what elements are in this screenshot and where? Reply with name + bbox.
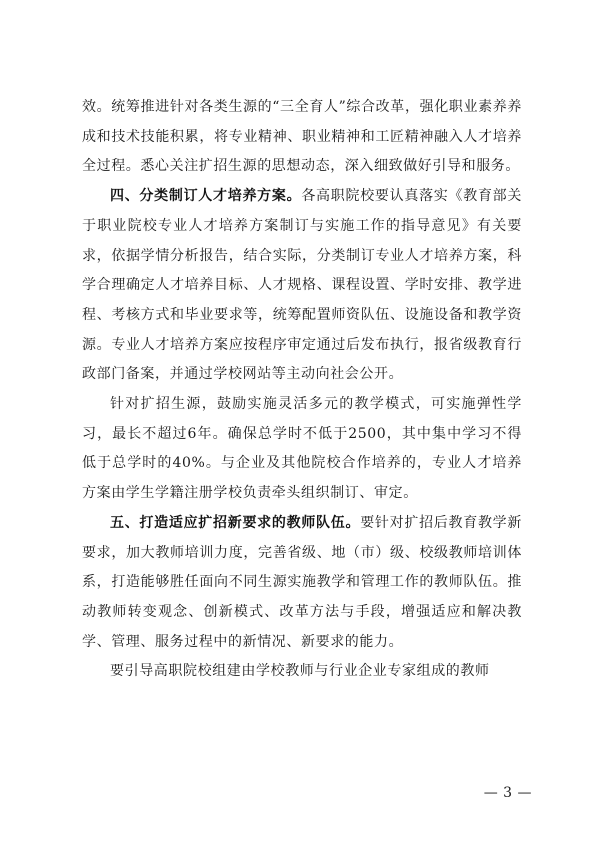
paragraph-section-five bbox=[82, 509, 522, 658]
paragraph-expanded-enrollment bbox=[82, 390, 522, 509]
paragraph-text: 要针对扩招后教育教学新要求，加大教师培训力度，完善省级、地（市）级、校级教师培训体系，打造能够胜任面向不同生源实施教学和管理工作的教师队伍。推动教师转变观念、创新模式、改革方法与手段，增强适应和解决教学、管理、服务过程中的新情况、新要求的能力。 bbox=[82, 514, 522, 650]
paragraph-text: 要引导高职院校组建由学校教师与行业企业专家组成的教师 bbox=[110, 663, 490, 680]
section-heading: 四、分类制订人才培养方案。 bbox=[110, 188, 302, 205]
paragraph-continuation bbox=[82, 93, 522, 182]
section-heading: 五、打造适应扩招新要求的教师队伍。 bbox=[110, 514, 361, 531]
paragraph-text: 针对扩招生源，鼓励实施灵活多元的教学模式，可实施弹性学习，最长不超过6年。确保总学时不低于2500，其中集中学习不得低于总学时的40%。与企业及其他院校合作培养的，专业人才培养方案由学生学籍注册学校负责牵头组织制订、审定。 bbox=[82, 396, 522, 502]
paragraph-text: 效。统筹推进针对各类生源的“三全育人”综合改革，强化职业素养养成和技术技能积累，将专业精神、职业精神和工匠精神融入人才培养全过程。悉心关注扩招生源的思想动态，深入细致做好引导和服务。 bbox=[82, 99, 522, 175]
paragraph-section-four bbox=[82, 182, 522, 390]
body-text bbox=[82, 93, 522, 687]
paragraph-teacher-team bbox=[82, 657, 522, 687]
page-number: — 3 — bbox=[483, 785, 532, 801]
paragraph-text: 各高职院校要认真落实《教育部关于职业院校专业人才培养方案制订与实施工作的指导意见》有关要求，依据学情分析报告，结合实际，分类制订专业人才培养方案，科学合理确定人才培养目标、人才规格、课程设置、学时安排、教学进程、考核方式和毕业要求等，统筹配置师资队伍、设施设备和教学资源。专业人才培养方案应按程序审定通过后发布执行，报省级教育行政部门备案，并通过学校网站等主动向社会公开。 bbox=[82, 188, 522, 383]
